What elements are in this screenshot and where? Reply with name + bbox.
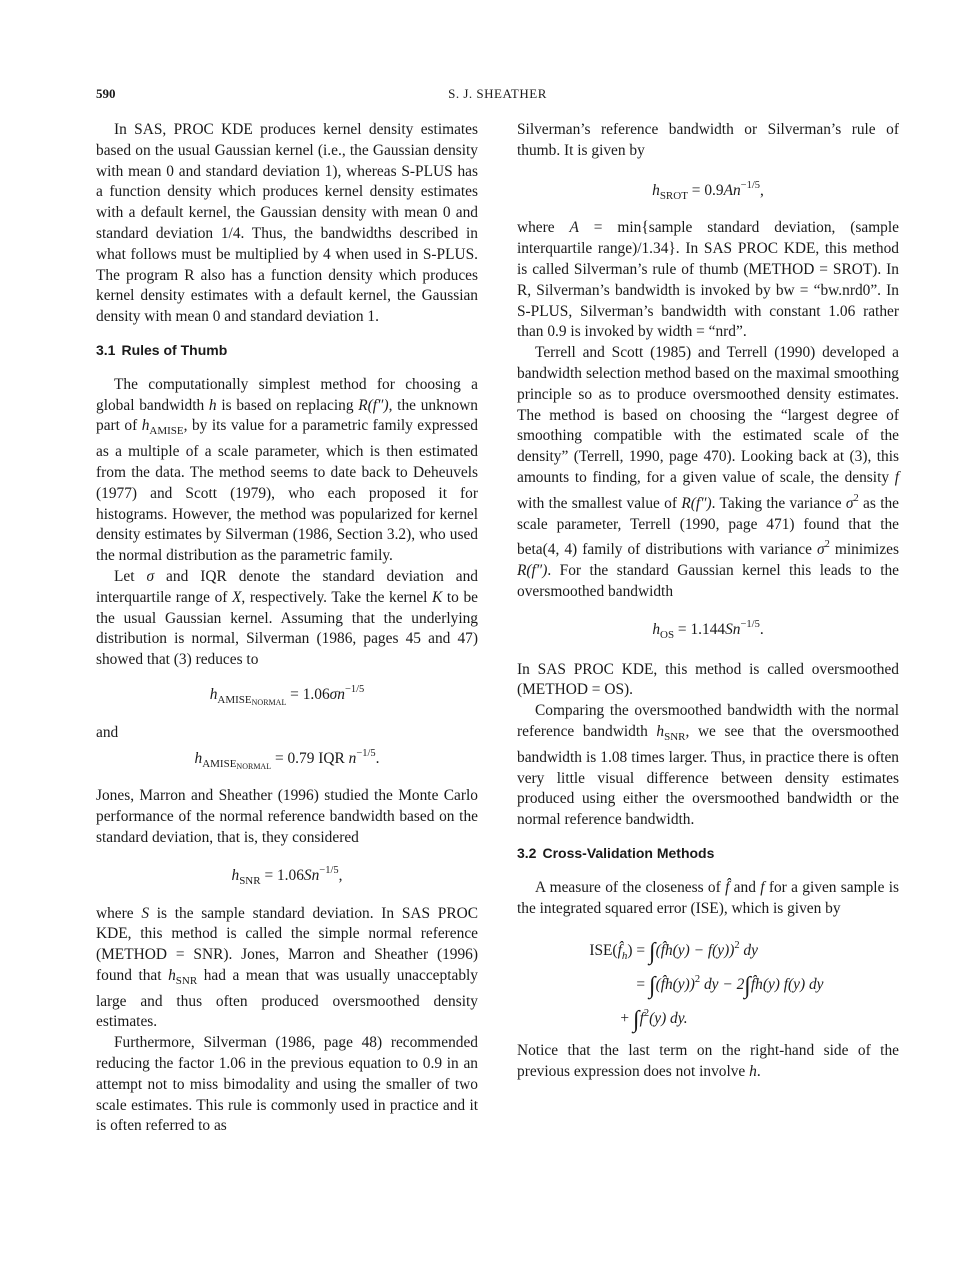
left-column <box>96 120 478 1137</box>
paragraph-os-method: In SAS PROC KDE, this method is called oversmoothed (METHOD = OS). <box>517 660 899 699</box>
ise-line-1: $ISE(f̂_h)$ =∫(f̂h(y) − f(y))$^2$ dy <box>589 939 758 966</box>
paragraph-silverman-recommendation: Furthermore, Silverman (1986, page 48) recommended reducing the factor 1.06 in the previous equation to 0.9 in an attempt not to miss bimodality and using the smaller of two scale estimates. This rule is commonly used in practice and it is often referred to as <box>96 1034 478 1135</box>
equation-hsrot: $h_{SROT} = 0.9An^{-1/5}$, <box>652 179 764 202</box>
paragraph-normal-reference: Let σ and IQR denote the standard deviation and interquartile range of X, respectively. Take the kernel K to be the usual Gaussian kernel. Assuming that the underlying distribution is normal, Silverman (1986, pages 45 and 47) showed that (3) reduces to <box>96 567 479 669</box>
section-title: Cross-Validation Methods <box>542 844 715 861</box>
equation-amise-normal-sd: $h_{AMISENORMAL} = 1.06\sigma n^{-1/5}$ <box>209 683 365 707</box>
page-header <box>96 86 899 106</box>
section-heading-rules-of-thumb <box>96 340 478 361</box>
paragraph-srot-definition: where A = min{sample standard deviation, (sample interquartile range)/1.34}. In SAS PROC KDE, this method is called Silverman’s rule of thumb (METHOD = SROT). In R, Silverman’s bandwidth is invoked by bw = “bw.nrd0”. In S-PLUS, Silverman’s bandwidth with constant 1.06 rather than 0.9 is invoked by width = “nrd”. <box>517 219 899 341</box>
page-number: 590 <box>96 86 116 101</box>
running-head: S. J. SHEATHER <box>448 86 547 101</box>
paragraph-last-term: Notice that the last term on the right-hand side of the previous expression does not involve h. <box>517 1042 899 1081</box>
equation-ise <box>517 929 899 1034</box>
section-title: Rules of Thumb <box>121 341 228 358</box>
equation-hos: $h_{OS} = 1.144Sn^{-1/5}$. <box>652 618 764 641</box>
paragraph-comparing-bandwidths: Comparing the oversmoothed bandwidth with the normal reference bandwidth $h_{SNR}$, we see that the oversmoothed bandwidth is 1.08 times larger. Thus, in practice there is often very little visual difference between density estimates produced using either the oversmoothed bandwidth or the normal reference bandwidth. <box>517 702 899 829</box>
ise-line-2: =∫(f̂h(y))$^2$ dy − 2∫f̂h(y) f(y) dy <box>636 973 824 1000</box>
section-number: 3.1 <box>96 341 116 358</box>
right-column <box>517 120 899 1083</box>
paragraph-simplest-method: The computationally simplest method for choosing a global bandwidth h is based on replacing R(f″), the unknown part of $h_{AMISE}$, by its value for a parametric family expressed as a multiple of a scale parameter, which is then estimated from the data. The method seems to date back to Deheuvels (1977) and Scott (1979), who each proposed it for histograms. However, the method was popularized for kernel density estimates by Silverman (1986, Section 3.2), who used the normal distribution as the parametric family. <box>96 375 478 565</box>
and-word: and <box>96 723 119 741</box>
paragraph-silverman-rule: Silverman’s reference bandwidth or Silverman’s rule of thumb. It is given by <box>517 121 899 159</box>
equation-hsnr: $h_{SNR} = 1.06Sn^{-1/5}$, <box>231 864 343 887</box>
section-number: 3.2 <box>517 844 537 861</box>
paragraph-ise-intro: A measure of the closeness of f̂ and f for a given sample is the integrated squared error (ISE), which is given by <box>517 878 899 917</box>
paragraph-terrell-scott: Terrell and Scott (1985) and Terrell (1990) developed a bandwidth selection method based on the maximal smoothing principle so as to produce oversmoothed density estimates. The method is based on choosing the “largest degree of smoothing compatible with the estimated scale of the density” (Terrell, 1990, page 470). Looking back at (3), this amounts to finding, for a given value of scale, the density f with the smallest value of R(f″). Taking the variance $\sigma^2$ as the scale parameter, Terrell (1990, page 471) found that the beta(4, 4) family of distributions with variance $\sigma^2$ minimizes R(f″). For the standard Gaussian kernel this leads to the oversmoothed bandwidth <box>517 344 899 600</box>
paragraph-jones-marron: Jones, Marron and Sheather (1996) studied the Monte Carlo performance of the normal reference bandwidth based on the standard deviation, that is, they considered <box>96 787 478 846</box>
paragraph-snr-method: where S is the sample standard deviation. In SAS PROC KDE, this method is called the simple normal reference (METHOD = SNR). Jones, Marron and Sheather (1996) found that $h_{SNR}$ had a mean that was usually unacceptably large and thus often produced oversmoothed density estimates. <box>96 904 478 1031</box>
ise-line-3: $+\int f^2(y)$ dy. <box>620 1007 688 1034</box>
paragraph-software: In SAS, PROC KDE produces kernel density estimates based on the usual Gaussian kernel (i.e., the Gaussian density with mean 0 and standard deviation 1), whereas S-PLUS has a function density which produces kernel density estimates with a default kernel, the Gaussian density with mean 0 and standard deviation 1/4. Thus, the bandwidths described in what follows must be multiplied by 4 when used in S-PLUS. The program R also has a function density which produces kernel density estimates with a default kernel, the Gaussian density with mean 0 and standard deviation 1. <box>96 121 478 326</box>
equation-amise-normal-iqr: $h_{AMISENORMAL} = 0.79$ IQR $n^{-1/5}$. <box>194 747 380 771</box>
section-heading-cross-validation <box>517 843 899 864</box>
